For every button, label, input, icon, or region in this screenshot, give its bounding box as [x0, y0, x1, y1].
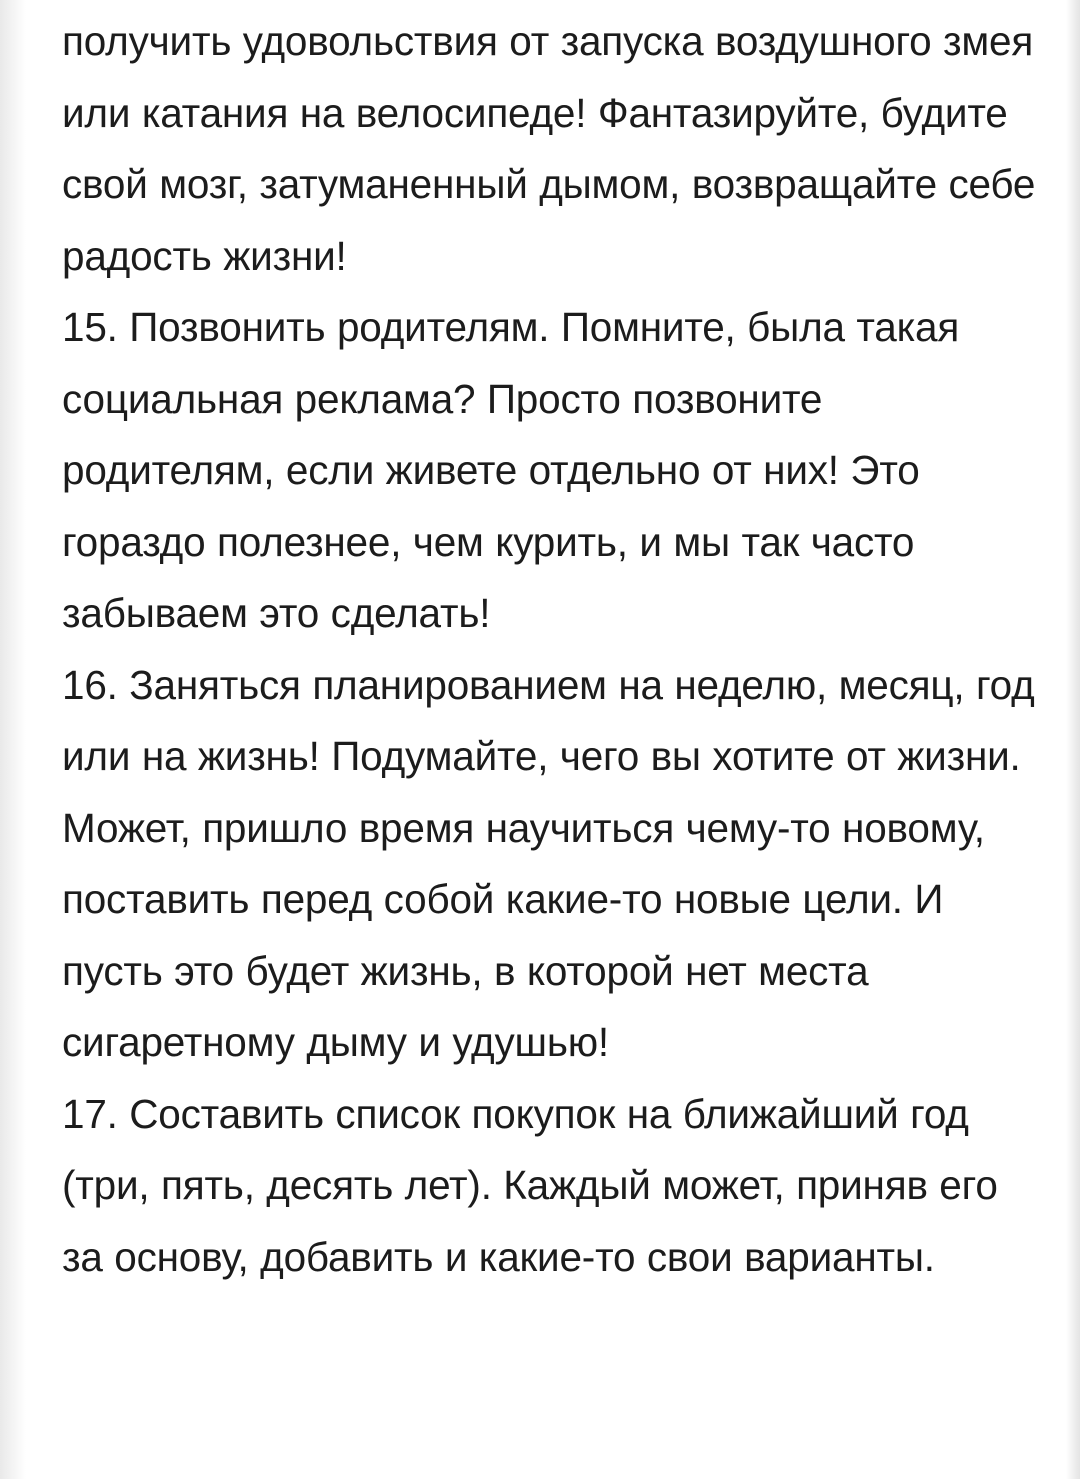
- document-text-body: [62, 0, 1040, 1293]
- paragraph-item-16: 16. Заняться планированием на неделю, месяц, год или на жизнь! Подумайте, чего вы хотите от жизни. Может, пришло время научиться чему-то новому, поставить перед собой какие-то новые цели. И пусть это будет жизнь, в которой нет места сигаретному дыму и удушью!: [62, 661, 1035, 1065]
- paragraph-fragment-continued: получить удовольствия от запуска воздушного змея или катания на велосипеде! Фантазируйте, будите свой мозг, затуманенный дымом, возвращайте себе радость жизни!: [62, 18, 1036, 279]
- paragraph-item-17: 17. Составить список покупок на ближайший год (три, пять, десять лет). Каждый может, приняв его за основу, добавить и какие-то свои варианты.: [62, 1090, 998, 1280]
- paragraph-item-15: 15. Позвонить родителям. Помните, была такая социальная реклама? Просто позвоните родителям, если живете отдельно от них! Это гораздо полезнее, чем курить, и мы так часто забываем это сделать!: [62, 304, 960, 636]
- page-right-edge-shadow: [1066, 0, 1080, 1479]
- page-left-edge-shadow: [0, 0, 26, 1479]
